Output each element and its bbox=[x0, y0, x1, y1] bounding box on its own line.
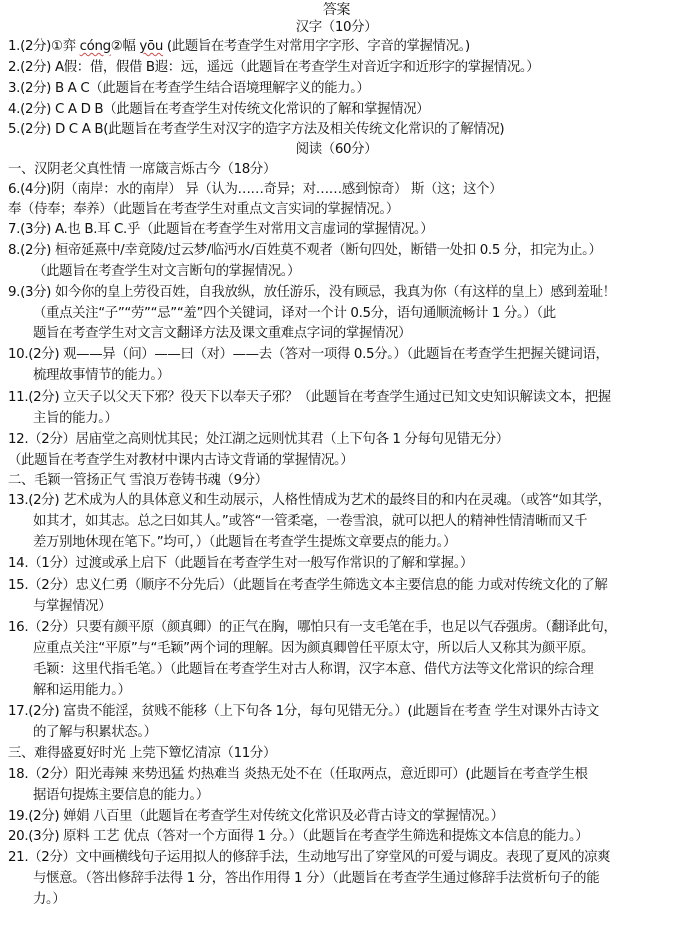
answer-q9-line-1: 9.(3分) 如今你的皇上劳役百姓，自我放纵，放任游乐，没有顾忌，我真为你（有这样的皇上）感到羞耻！ bbox=[8, 285, 616, 300]
part-2-heading: 二、毛颖一管扬正气 雪浪万卷铸书魂（9分） bbox=[8, 473, 268, 488]
answer-q8-line-1: 8.(2分) 桓帝延熹中/幸竟陵/过云梦/临沔水/百姓莫不观者（断句四处，断错一处扣 0.5 分，扣完为止。） bbox=[8, 243, 602, 258]
answer-q16-line-1: 16.（2分）只要有颜平原（颜真卿）的正气在胸，哪怕只有一支毛笔在手，也足以气吞强虏。（翻译此句， bbox=[8, 620, 617, 635]
q1-mid: ②幅 bbox=[110, 39, 140, 54]
part-1-heading: 一、汉阴老父真性情 一席箴言烁古今（18分） bbox=[8, 162, 277, 177]
answer-q8-line-2: （此题旨在考查学生对文言断句的掌握情况。） bbox=[33, 264, 301, 279]
answer-q16-line-2: 应重点关注“平原”与“毛颖”两个词的理解。因为颜真卿曾任平原太守，所以后人又称其为颜平原。 bbox=[33, 641, 595, 656]
answer-q2: 2.(2分) A假：借，假借 B遐：远，遥远（此题旨在考查学生对音近字和近形字的掌握情况。） bbox=[8, 60, 540, 75]
part-3-heading: 三、难得盛夏好时光 上莞下簟忆清凉（11分） bbox=[8, 746, 277, 761]
answer-q14: 14.（1分）过渡或承上启下（此题旨在考查学生对一般写作常识的了解和掌握。） bbox=[8, 556, 474, 571]
q1-pinyin-1: cóng bbox=[79, 39, 111, 54]
document-title: 答案 bbox=[322, 2, 351, 18]
answer-q6-line-2: 奉（侍奉；奉养）（此题旨在考查学生对重点文言实词的掌握情况。） bbox=[8, 202, 399, 217]
answer-q13-line-3: 差万别地休现在笔下。”均可，）（此题旨在考查学生提炼文章要点的能力。） bbox=[33, 535, 457, 550]
answer-q10-line-2: 梳理故事情节的能力。） bbox=[33, 368, 170, 383]
answer-q15-line-2: 与掌握情况） bbox=[33, 599, 112, 614]
answer-q10-line-1: 10.(2分) 观——异（问）——曰（对）——去（答对一项得 0.5分。）（此题旨在考查学生把握关键词语， bbox=[8, 347, 609, 362]
answer-q5: 5.(2分) D C A B(此题旨在考查学生对汉字的造字方法及相关传统文化常识的了解情况) bbox=[8, 122, 505, 137]
answer-q16-line-4: 解和运用能力。） bbox=[33, 683, 131, 698]
answer-q3: 3.(2分) B A C（此题旨在考查学生结合语境理解字义的能力。） bbox=[8, 81, 370, 96]
answer-q15-line-1: 15.（2分）忠义仁勇（顺序不分先后）（此题旨在考查学生筛选文本主要信息的能 力或对传统文化的了解 bbox=[8, 578, 608, 593]
q1-suffix: (此题旨在考查学生对常用字字形、字音的掌握情况。) bbox=[162, 39, 470, 54]
q1-prefix: 1.(2分)①弈 bbox=[8, 39, 80, 54]
answer-q9-line-2: （重点关注“子”“劳”“忌”“羞”四个关键词，译对一个计 0.5分，语句通顺流畅计 1 分。）（此 bbox=[33, 306, 556, 321]
answer-q9-line-3: 题旨在考查学生对文言文翻译方法及课文重难点字词的掌握情况） bbox=[33, 326, 412, 341]
section-heading-reading: 阅读（60分） bbox=[295, 142, 378, 157]
answer-q17-line-2: 的了解与积累状态。） bbox=[33, 725, 157, 740]
answer-q16-line-3: 毛颖：这里代指毛笔。）（此题旨在考查学生对古人称谓，汉字本意、借代方法等文化常识的综合理 bbox=[33, 662, 594, 677]
answer-q11-line-2: 主旨的能力。） bbox=[33, 411, 118, 426]
answer-q1 bbox=[8, 37, 470, 57]
answer-q4: 4.(2分) C A D B（此题旨在考查学生对传统文化常识的了解和掌握情况） bbox=[8, 102, 430, 117]
section-heading-hanzi: 汉字（10分） bbox=[295, 20, 378, 35]
answer-q21-line-1: 21.（2分）文中画横线句子运用拟人的修辞手法，生动地写出了穿堂风的可爱与调皮。表现了夏风的凉爽 bbox=[8, 850, 611, 865]
answer-q12-line-2: （此题旨在考查学生对教材中课内古诗文背诵的掌握情况。） bbox=[8, 453, 354, 468]
answer-q21-line-3: 力。） bbox=[33, 892, 66, 907]
answer-q17-line-1: 17.(2分) 富贵不能淫，贫贱不能移（上下句各 1分，每句见错无分。）(此题旨在考查 学生对课外古诗文 bbox=[8, 704, 599, 719]
answer-q7: 7.(3分) A.也 B.耳 C.乎（此题旨在考查学生对常用文言虚词的掌握情况。） bbox=[8, 222, 434, 237]
answer-q20: 20.(3分) 原料 工艺 优点（答对一个方面得 1 分。）（此题旨在考查学生筛选和提炼文本信息的能力。） bbox=[8, 829, 589, 844]
answer-q12-line-1: 12.（2分）居庙堂之高则忧其民；处江湖之远则忧其君（上下句各 1 分每句见错无分） bbox=[8, 432, 509, 447]
answer-q13-line-2: 如其才，如其志。总之曰如其人。”或答“一管柔毫，一卷雪浪，就可以把人的精神性情清晰而又千 bbox=[33, 514, 588, 529]
answer-q18-line-2: 据语句提炼主要信息的能力。） bbox=[33, 788, 209, 803]
answer-q21-line-2: 与惬意。（答出修辞手法得 1 分，答出作用得 1 分）（此题旨在考查学生通过修辞手法赏析句子的能 bbox=[33, 871, 600, 886]
answer-q18-line-1: 18.（2分）阳光毒辣 来势迅猛 灼热难当 炎热无处不在（任取两点，意近即可）(此题旨在考查学生根 bbox=[8, 767, 588, 782]
answer-q11-line-1: 11.(2分) 立天子以父天下邪？役天下以奉天子邪？（此题旨在考查学生通过已知文史知识解读文本，把握 bbox=[8, 390, 611, 405]
answer-q6-line-1: 6.(4分)阴（南岸：水的南岸） 异（认为……奇异；对……感到惊奇） 斯（这；这个） bbox=[8, 182, 503, 197]
answer-q13-line-1: 13.(2分) 艺术成为人的具体意义和生动展示，人格性情成为艺术的最终目的和内在灵魂。（或答“如其学， bbox=[8, 493, 611, 508]
q1-pinyin-2: yōu bbox=[139, 39, 163, 54]
answer-q19: 19.(2分) 婵娟 八百里（此题旨在考查学生对传统文化常识及必背古诗文的掌握情况。） bbox=[8, 809, 504, 824]
